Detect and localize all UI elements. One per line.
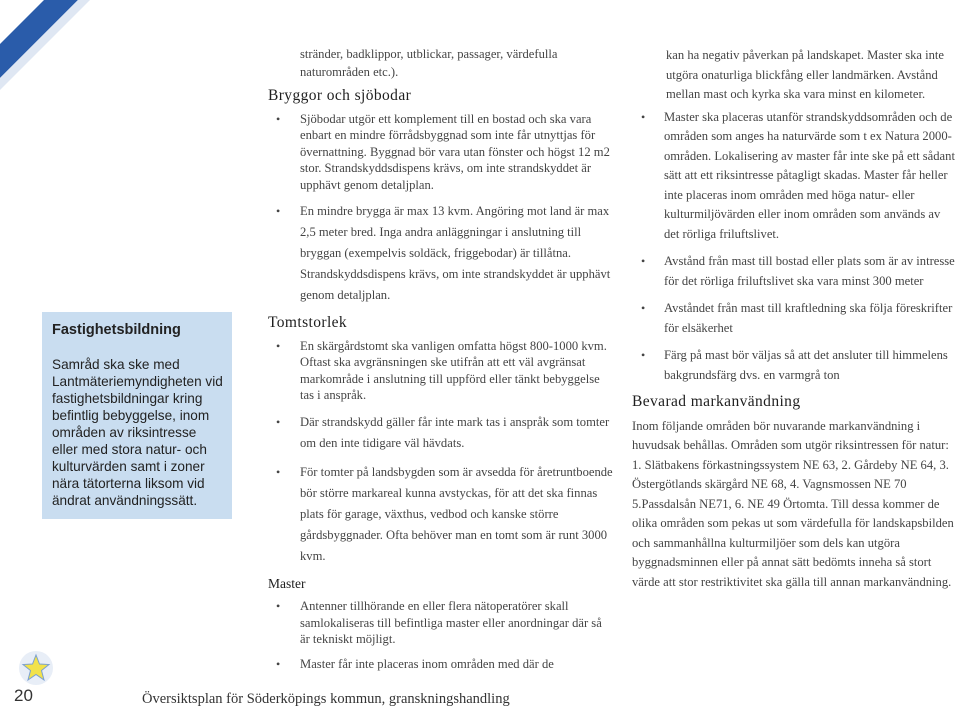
col1-lead: stränder, badklippor, utblickar, passager, värdefulla naturområden etc.). (300, 47, 558, 79)
star-icon (18, 650, 54, 686)
list-tomtstorlek (268, 338, 613, 567)
list-master-cont (632, 108, 957, 386)
markanvandning-body: Inom följande områden bör nuvarande markanvändning i huvudsak behållas. Områden som utgör riksintressen för natur: 1. Slätbakens förkastningssystem NE 63, 2. Gårdeby NE 64, 3. Östergötlands skärgård NE 68, 4. Vagnsmossen NE 70 5.Passdalsån NE71, 6. NE 49 Örtomta. Till dessa kommer de olika områden som pekas ut som värdefulla för landskapsbilden och sammanhållna kulturmiljöer som dels kan utgöra byggnadsminnen eller på annat sätt bedömts inneha så stort värde att stor restriktivitet ska gälla till annan markanvändning. (632, 418, 954, 589)
list-item: • Master ska placeras utanför strandskyddsområden och de områden som anges ha naturvärde som t ex Natura 2000-områden. Lokalisering av master får inte ske på ett sådant sätt att ett riksintresse påtagligt skadas. Master får heller inte placeras inom områden med höga natur- eller kulturmiljövärden eller inom områden som används av det rörliga friluftslivet. (632, 108, 957, 245)
column-right (632, 46, 957, 592)
heading-bryggor: Bryggor och sjöbodar (268, 87, 412, 104)
list-item: • Avstånd från mast till bostad eller plats som är av intresse för det rörliga friluftslivet ska vara minst 300 meter (632, 252, 957, 291)
page-number: 20 (14, 686, 33, 705)
list-bryggor (268, 111, 613, 307)
sidebar-body: Samråd ska ske med Lantmäteriemyndigheten vid fastighetsbildningar kring befintlig bebyggelse, inom områden av riksintresse eller med stora natur- och kulturvärden samt i zoner nära tätorterna liksom vid ändrat användningssätt. (52, 357, 223, 508)
list-item: • För tomter på landsbygden som är avsedda för åretruntboende bör större markareal kunna avstyckas, för att det ska finnas plats för garage, växthus, vedbod och kanske större gårdsbyggnader. Ofta behöver man en tomt som är runt 3000 kvm. (268, 462, 613, 567)
column-left (268, 46, 613, 680)
list-item: • En skärgårdstomt ska vanligen omfatta högst 800-1000 kvm. Oftast ska avgränsningen ske utifrån att ett väl avgränsat markområde i anslutning till uppförd eller tänkt bebyggelse tas i anspråk. (268, 338, 613, 404)
list-item: • Avståndet från mast till kraftledning ska följa föreskrifter för elsäkerhet (632, 299, 957, 338)
list-item: • Färg på mast bör väljas så att det ansluter till himmelens bakgrundsfärg dvs. en varmgrå ton (632, 346, 957, 385)
heading-master: Master (268, 575, 306, 591)
heading-tomtstorlek: Tomtstorlek (268, 314, 348, 331)
list-master (268, 598, 613, 672)
col2-lead: kan ha negativ påverkan på landskapet. Master ska inte utgöra onaturliga blickfång eller landmärken. Avstånd mellan mast och kyrka ska vara minst en kilometer. (666, 48, 945, 101)
page-corner-ribbon (0, 0, 90, 90)
sidebar-title: Fastighetsbildning (52, 322, 181, 338)
heading-markanvandning: Bevarad markanvändning (632, 393, 801, 410)
list-item: • Sjöbodar utgör ett komplement till en bostad och ska vara enbart en mindre förrådsbyggnad som inte får utnyttjas för övernattning. Byggnad bör vara utan fönster och högst 12 m2 stor. Strandskyddsdispens krävs, om inte strandskyddet är upphävt genom detaljplan. (268, 111, 613, 194)
list-item: • En mindre brygga är max 13 kvm. Angöring mot land är max 2,5 meter bred. Inga andra anläggningar i anslutning till bryggan (exempelvis soldäck, friggebodar) är tillåtna. Strandskyddsdispens krävs, om inte strandskyddet är upphävt genom detaljplan. (268, 201, 613, 306)
list-item: • Där strandskydd gäller får inte mark tas i anspråk som tomter om den inte tidigare väl hävdats. (268, 412, 613, 454)
list-item: • Antenner tillhörande en eller flera nätoperatörer skall samlokaliseras till befintliga master eller anordningar där så är tekniskt möjligt. (268, 598, 613, 648)
page-footer: Översiktsplan för Söderköpings kommun, granskningshandling (142, 691, 510, 707)
list-item: • Master får inte placeras inom områden med där de (268, 656, 613, 673)
sidebar-fastighetsbildning (42, 312, 232, 519)
